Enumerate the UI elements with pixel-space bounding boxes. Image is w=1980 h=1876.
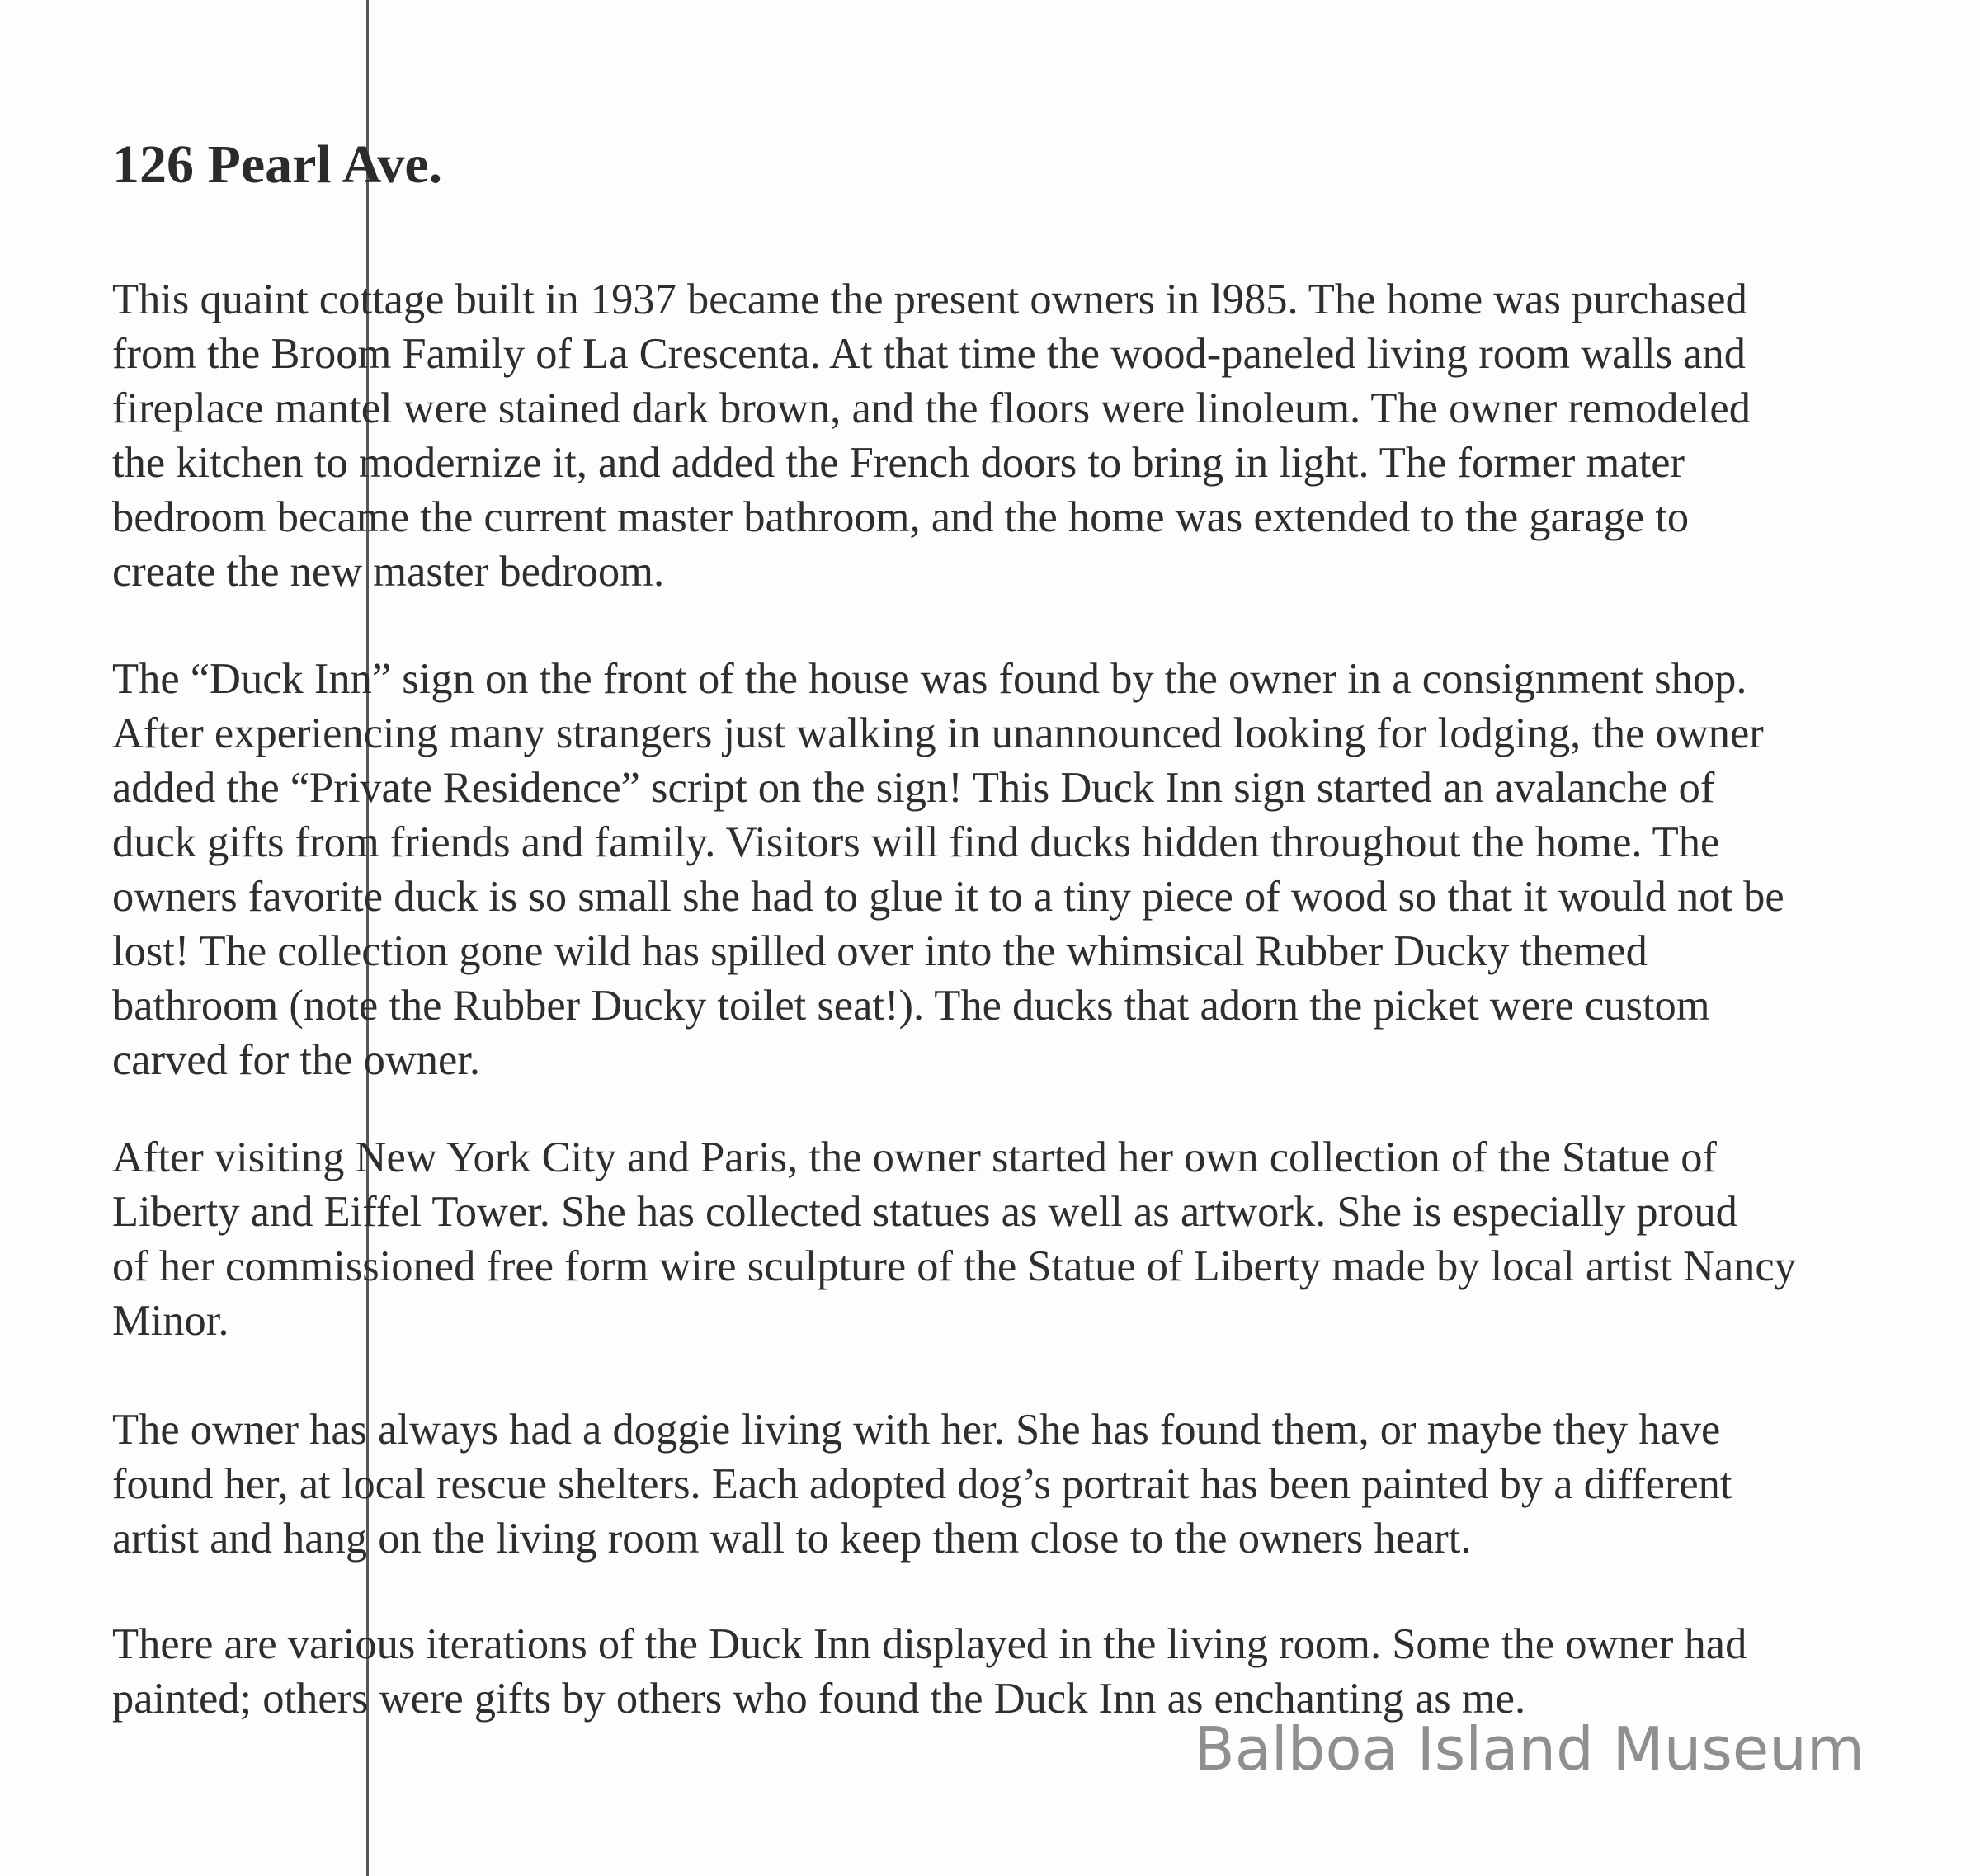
paragraph-statue-collection	[112, 1130, 1796, 1348]
text-line: After visiting New York City and Paris, the owner started her own collection of the Statue of	[112, 1134, 1718, 1181]
text-line: painted; others were gifts by others who found the Duck Inn as enchanting as me.	[112, 1675, 1526, 1723]
text-line: the kitchen to modernize it, and added the French doors to bring in light. The former mater	[112, 439, 1685, 487]
text-line: The “Duck Inn” sign on the front of the house was found by the owner in a consignment shop.	[112, 655, 1747, 703]
text-line: create the new master bedroom.	[112, 548, 665, 596]
text-line: artist and hang on the living room wall to keep them close to the owners heart.	[112, 1515, 1472, 1563]
paragraph-cottage-history	[112, 272, 1751, 599]
text-line: bathroom (note the Rubber Ducky toilet seat!). The ducks that adorn the picket were custom	[112, 982, 1710, 1030]
text-line: The owner has always had a doggie living with her. She has found them, or maybe they have	[112, 1406, 1721, 1454]
text-line: from the Broom Family of La Crescenta. At that time the wood-paneled living room walls and	[112, 330, 1746, 378]
text-line: Minor.	[112, 1297, 229, 1345]
text-line: There are various iterations of the Duck Inn displayed in the living room. Some the owner had	[112, 1620, 1747, 1668]
text-line: of her commissioned free form wire sculpture of the Statue of Liberty made by local artist Nancy	[112, 1242, 1796, 1290]
page-title: 126 Pearl Ave.	[112, 134, 443, 195]
text-line: found her, at local rescue shelters. Each adopted dog’s portrait has been painted by a different	[112, 1460, 1732, 1508]
text-line: lost! The collection gone wild has spilled over into the whimsical Rubber Ducky themed	[112, 927, 1648, 975]
text-line: Liberty and Eiffel Tower. She has collected statues as well as artwork. She is especially proud	[112, 1188, 1737, 1236]
text-line: added the “Private Residence” script on the sign! This Duck Inn sign started an avalanche of	[112, 764, 1715, 812]
text-line: fireplace mantel were stained dark brown, and the floors were linoleum. The owner remodeled	[112, 384, 1751, 432]
text-line: This quaint cottage built in 1937 became the present owners in l985. The home was purchased	[112, 276, 1747, 323]
text-line: carved for the owner.	[112, 1036, 481, 1084]
paragraph-doggie-portraits	[112, 1402, 1732, 1566]
text-line: bedroom became the current master bathroom, and the home was extended to the garage to	[112, 493, 1690, 541]
museum-watermark: Balboa Island Museum	[1194, 1714, 1864, 1784]
paragraph-duck-inn-iterations	[112, 1617, 1747, 1726]
text-line: After experiencing many strangers just walking in unannounced looking for lodging, the owner	[112, 709, 1764, 757]
text-line: duck gifts from friends and family. Visitors will find ducks hidden throughout the home. The	[112, 818, 1720, 866]
text-line: owners favorite duck is so small she had to glue it to a tiny piece of wood so that it would not be	[112, 873, 1784, 921]
paragraph-duck-inn-sign	[112, 652, 1784, 1087]
